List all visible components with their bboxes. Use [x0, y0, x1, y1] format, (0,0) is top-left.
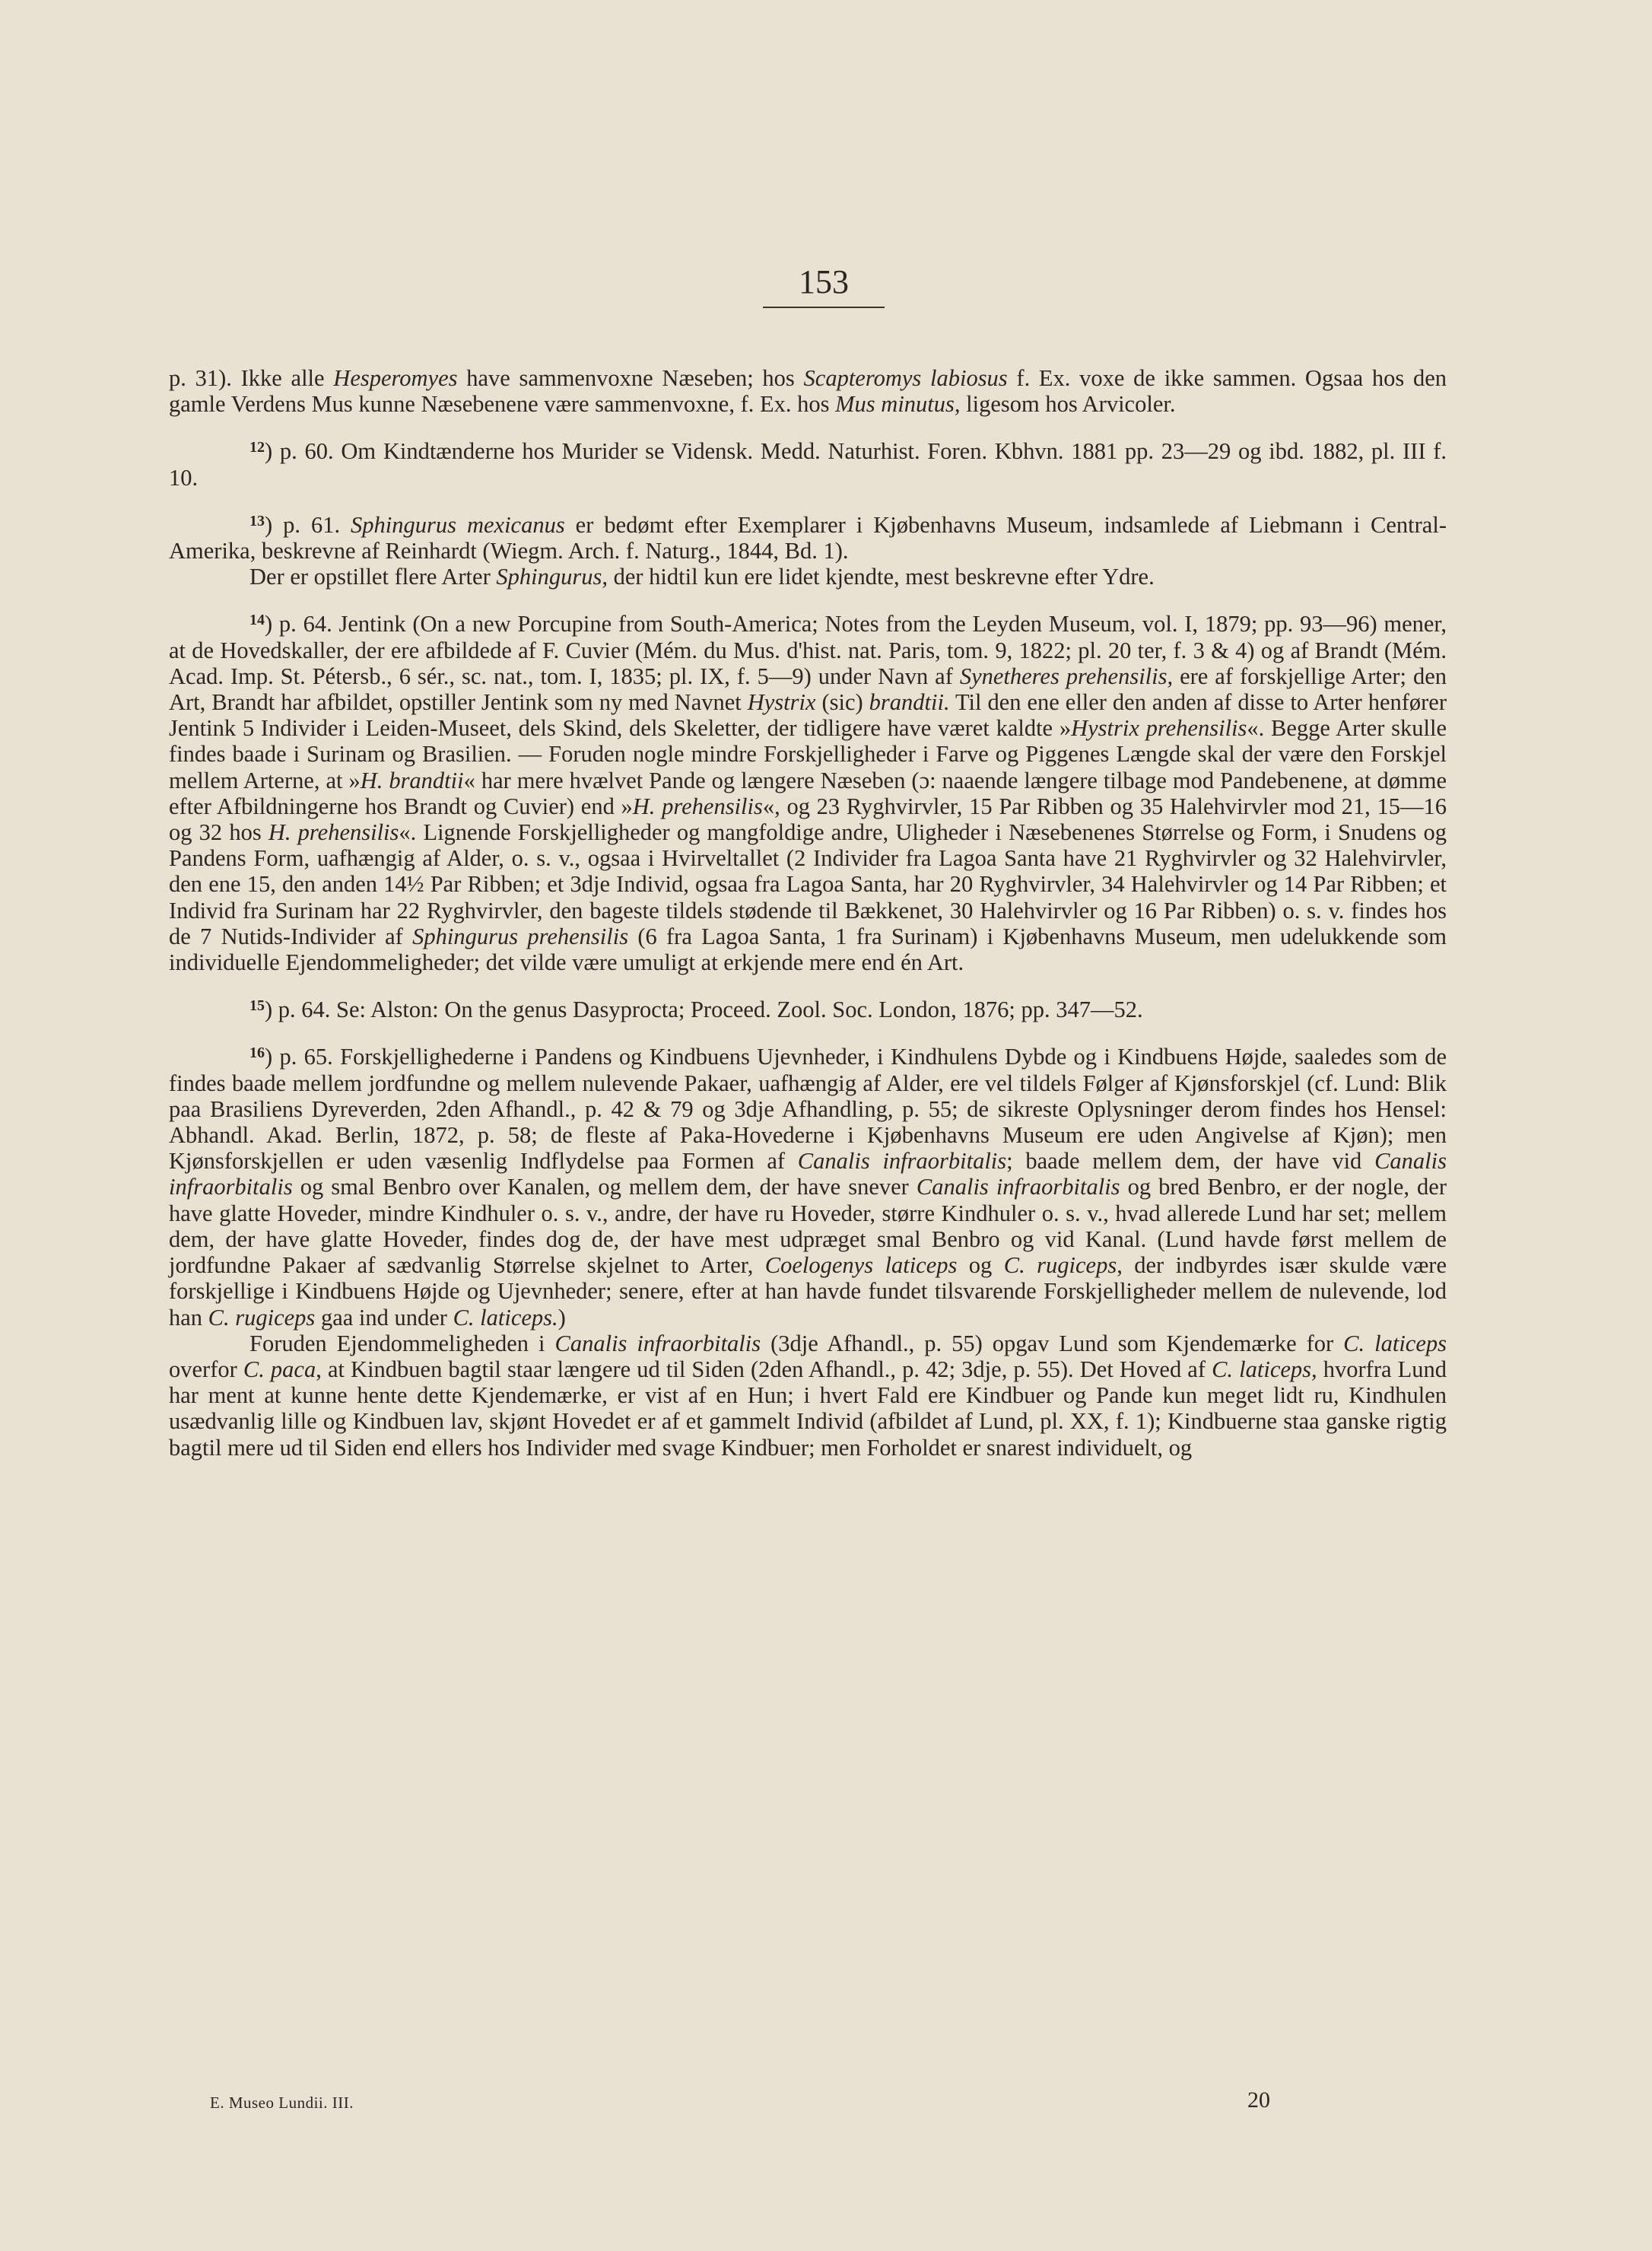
- footnote-marker: 12: [249, 439, 265, 456]
- body-text: [169, 365, 1447, 1461]
- footnote-16-continuation: Foruden Ejendommeligheden i Canalis infraorbitalis (3dje Afhandl., p. 55) opgav Lund som Kjendemærke for C. laticeps overfor C. paca, at Kindbuen bagtil staar længere ud til Siden (2den Afhandl., p. 42; 3dje, p. 55). Det Hoved af C. laticeps, hvorfra Lund har ment at kunne hente dette Kjendemærke, er vist af en Hun; i hvert Fald ere Kindbuer og Pande kun meget lidt ru, Kindhulen usædvanlig lille og Kindbuen lav, skjønt Hovedet er af et gammelt Individ (afbildet af Lund, pl. XX, f. 1); Kindbuerne staa ganske rigtig bagtil mere ud til Siden end ellers hos Individer med svage Kindbuer; men Forholdet er snarest individuelt, og: [169, 1330, 1447, 1461]
- footnote-15: $^{15}$) p. 64. Se: Alston: On the genus Dasyprocta; Proceed. Zool. Soc. London, 1876; pp. 347—52.: [249, 997, 1143, 1023]
- footnote-13-continuation: Der er opstillet flere Arter Sphingurus, der hidtil kun ere lidet kjendte, mest beskrevne efter Ydre.: [249, 564, 1155, 590]
- page-number: 153: [799, 263, 849, 300]
- footnote-marker: 16: [249, 1044, 265, 1062]
- footnote-marker: 14: [249, 612, 265, 629]
- paragraph-intro: p. 31). Ikke alle Hesperomyes have sammenvoxne Næseben; hos Scapteromys labiosus f. Ex. voxe de ikke sammen. Ogsaa hos den gamle Verdens Mus kunne Næsebenene være sammenvoxne, f. Ex. hos Mus minutus, ligesom hos Arvicoler.: [169, 365, 1447, 418]
- footnote-marker: 15: [249, 997, 265, 1015]
- footnote-13: $^{13}$) p. 61. Sphingurus mexicanus er bedømt efter Exemplarer i Kjøbenhavns Museum, indsamlede af Liebmann i Central-Amerika, beskrevne af Reinhardt (Wiegm. Arch. f. Naturg., 1844, Bd. 1).: [169, 511, 1447, 564]
- footnote-16: $^{16}$) p. 65. Forskjellighederne i Pandens og Kindbuens Ujevnheder, i Kindhulens Dybde og i Kindbuens Højde, saaledes som de findes baade mellem jordfundne og mellem nulevende Pakaer, uafhængig af Alder, ere vel tildels Følger af Kjønsforskjel (cf. Lund: Blik paa Brasiliens Dyreverden, 2den Afhandl., p. 42 & 79 og 3dje Afhandling, p. 55; de sikreste Oplysninger derom findes hos Hensel: Abhandl. Akad. Berlin, 1872, p. 58; de fleste af Paka-Hovederne i Kjøbenhavns Museum ere uden Angivelse af Kjøn); men Kjønsforskjellen er uden væsenlig Indflydelse paa Formen af Canalis infraorbitalis; baade mellem dem, der have vid Canalis infraorbitalis og smal Benbro over Kanalen, og mellem dem, der have snever Canalis infraorbitalis og bred Benbro, er der nogle, der have glatte Hoveder, mindre Kindhuler o. s. v., andre, der have ru Hoveder, større Kindhuler o. s. v., hvad allerede Lund har set; mellem dem, der have glatte Hoveder, findes dog de, der have mest udpræget smal Benbro og vid Kanal. (Lund havde først mellem de jordfundne Pakaer af sædvanlig Størrelse skjelnet to Arter, Coelogenys laticeps og C. rugiceps, der indbyrdes især skulde være forskjellige i Kindbuens Højde og Ujevnheder; senere, efter at han havde fundet tilsvarende Forskjelligheder mellem de nulevende, lod han C. rugiceps gaa ind under C. laticeps.): [169, 1044, 1447, 1331]
- page-number-rule: [763, 307, 885, 308]
- sheet-number: 20: [1247, 2087, 1270, 2113]
- footnote-12: $^{12}$) p. 60. Om Kindtænderne hos Murider se Vidensk. Medd. Naturhist. Foren. Kbhvn. 1881 pp. 23—29 og ibd. 1882, pl. III f. 10.: [169, 438, 1447, 491]
- footnote-marker: 13: [249, 512, 265, 529]
- footnote-14: $^{14}$) p. 64. Jentink (On a new Porcupine from South-America; Notes from the Leyden Museum, vol. I, 1879; pp. 93—96) mener, at de Hovedskaller, der ere afbildede af F. Cuvier (Mém. du Mus. d'hist. nat. Paris, tom. 9, 1822; pl. 20 ter, f. 3 & 4) og af Brandt (Mém. Acad. Imp. St. Pétersb., 6 sér., sc. nat., tom. I, 1835; pl. IX, f. 5—9) under Navn af Synetheres prehensilis, ere af forskjellige Arter; den Art, Brandt har afbildet, opstiller Jentink som ny med Navnet Hystrix (sic) brandtii. Til den ene eller den anden af disse to Arter henfører Jentink 5 Individer i Leiden-Museet, dels Skind, dels Skeletter, der tidligere have været kaldte »Hystrix prehensilis«. Begge Arter skulle findes baade i Surinam og Brasilien. — Foruden nogle mindre Forskjelligheder i Farve og Piggenes Længde skal der være den Forskjel mellem Arterne, at »H. brandtii« har mere hvælvet Pande og længere Næseben (ɔ: naaende længere tilbage mod Pandebenene, at dømme efter Afbildningerne hos Brandt og Cuvier) end »H. prehensilis«, og 23 Ryghvirvler, 15 Par Ribben og 35 Halehvirvler mod 21, 15—16 og 32 hos H. prehensilis«. Lignende Forskjelligheder og mangfoldige andre, Uligheder i Næsebenenes Størrelse og Form, i Snudens og Pandens Form, uafhængig af Alder, o. s. v., ogsaa i Hvirveltallet (2 Individer fra Lagoa Santa have 21 Ryghvirvler og 32 Halehvirvler, den ene 15, den anden 14½ Par Ribben; et 3dje Individ, ogsaa fra Lagoa Santa, har 20 Ryghvirvler, 34 Halehvirvler og 14 Par Ribben; et Individ fra Surinam har 22 Ryghvirvler, den bageste tildels stødende til Bækkenet, 30 Halehvirvler og 16 Par Ribben) o. s. v. findes hos de 7 Nutids-Individer af Sphingurus prehensilis (6 fra Lagoa Santa, 1 fra Surinam) i Kjøbenhavns Museum, men udelukkende som individuelle Ejendommeligheder; det vilde være umuligt at erkjende mere end én Art.: [169, 611, 1447, 976]
- signature-mark: E. Museo Lundii. III.: [210, 2094, 354, 2112]
